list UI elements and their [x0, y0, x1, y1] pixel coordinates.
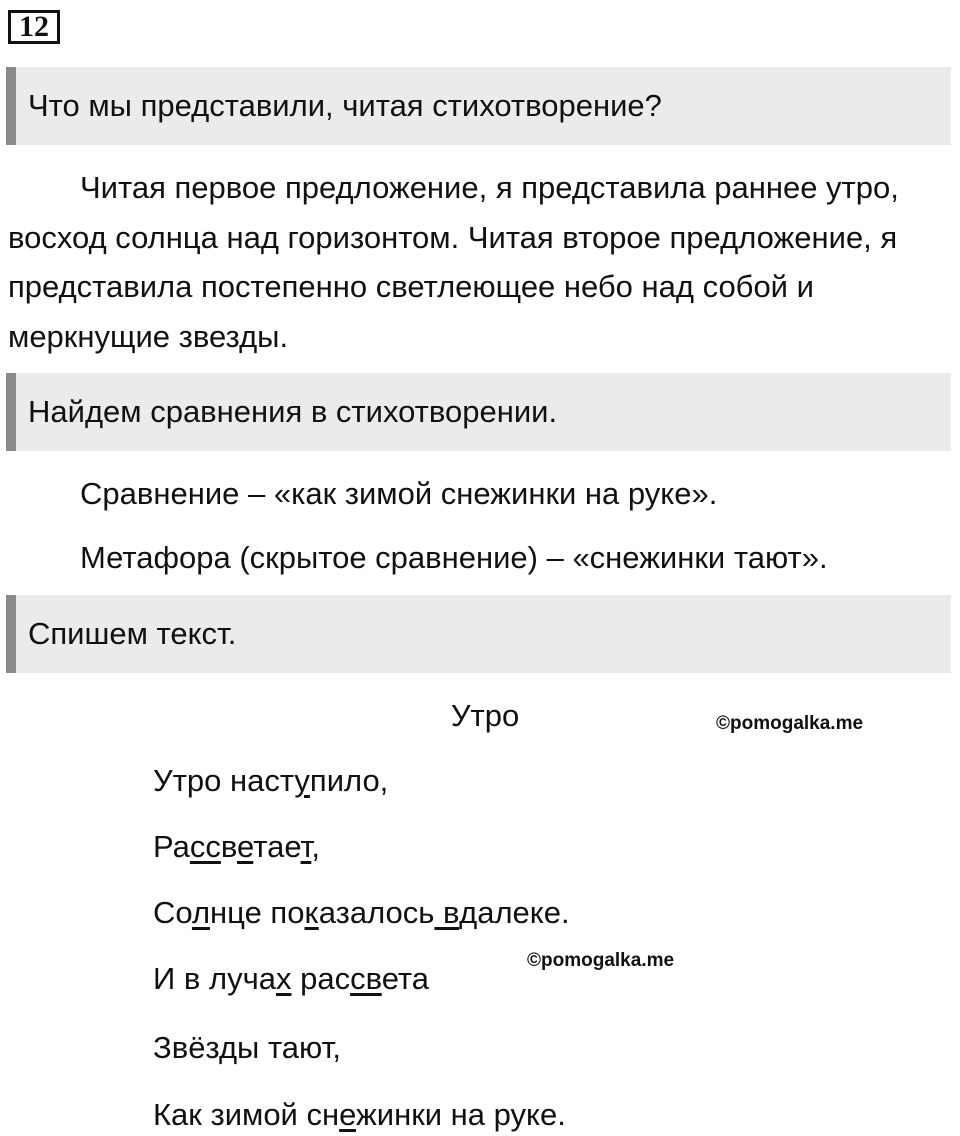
metaphor-line: Метафора (скрытое сравнение) – «снежинки тают».	[80, 540, 828, 575]
section-header-copy-text: Спишем текст.	[6, 595, 951, 673]
underlined-letter: сс	[189, 829, 221, 864]
poem-line-5: Звёзды тают,	[153, 1030, 341, 1065]
poem-line-3: Солнце показалось вдалеке.	[153, 895, 570, 930]
underlined-letter: е	[339, 1097, 357, 1132]
underlined-letter: л	[191, 895, 211, 930]
watermark: ©pomogalka.me	[716, 713, 864, 734]
poem-title: Утро	[450, 698, 520, 733]
task-number-badge: 12	[8, 10, 60, 44]
poem-line-1: Утро наступило,	[153, 763, 389, 798]
underlined-letter: к	[304, 895, 319, 930]
section-header-comparisons: Найдем сравнения в стихотворении.	[6, 373, 951, 451]
underlined-letter: в	[434, 895, 460, 930]
underlined-letter: х	[275, 961, 292, 996]
underlined-letter: е	[237, 829, 254, 864]
comparison-line: Сравнение – «как зимой снежинки на руке».	[80, 476, 718, 511]
poem-line-2: Рассветает,	[153, 829, 320, 864]
underlined-letter: св	[350, 961, 382, 996]
poem-line-6: Как зимой снежинки на руке.	[153, 1097, 566, 1132]
underlined-letter: у	[294, 763, 310, 798]
poem-line-4: И в лучах рассвета	[153, 961, 430, 996]
section-header-imagined: Что мы представили, читая стихотворение?	[6, 67, 951, 145]
watermark: ©pomogalka.me	[527, 950, 675, 971]
underlined-letter: т	[300, 829, 312, 864]
answer-paragraph: Читая первое предложение, я представила раннее утро, восход солнца над горизонтом. Читая второе предложение, я представила постепенно светлеющее небо над собой и меркнущие звезды.	[8, 170, 899, 354]
